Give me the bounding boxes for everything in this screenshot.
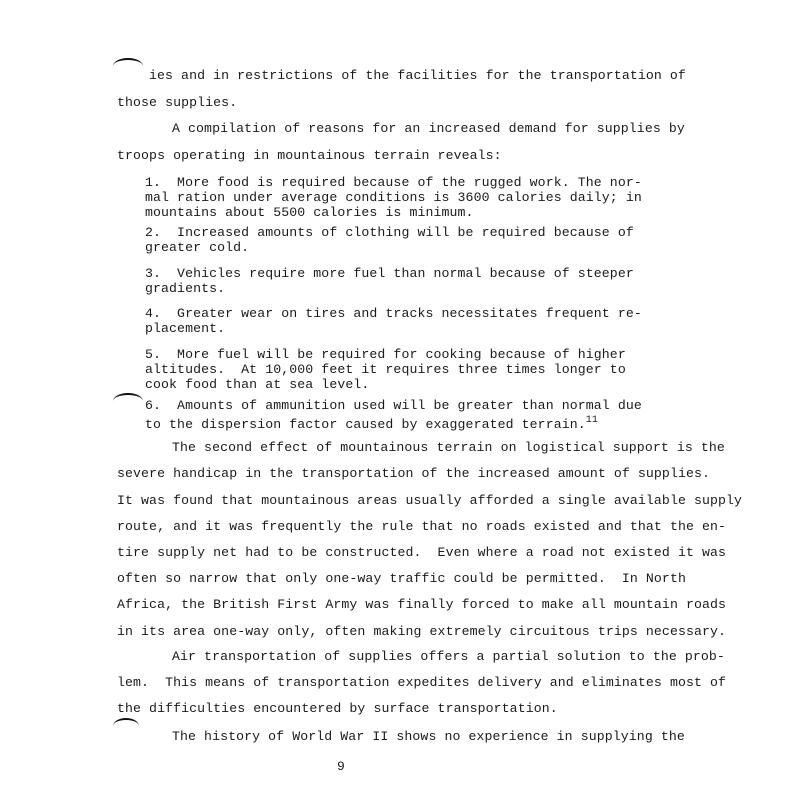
- page-number: 9: [337, 759, 345, 774]
- line-text: the difficulties encountered by surface transportation.: [117, 701, 558, 716]
- text-line: [145, 176, 642, 190]
- line-text: It was found that mountainous areas usually afforded a single available supply: [117, 493, 743, 508]
- line-text: 5. More fuel will be required for cooking because of higher: [145, 347, 626, 362]
- line-text: 2. Increased amounts of clothing will be required because of: [145, 225, 634, 240]
- line-text: A compilation of reasons for an increased demand for supplies by: [172, 121, 685, 136]
- line-text: cook food than at sea level.: [145, 377, 370, 392]
- text-line: [172, 650, 725, 664]
- text-line: [145, 282, 225, 296]
- line-text: ies and in restrictions of the facilities for the transportation of: [149, 68, 686, 83]
- text-line: [117, 96, 237, 110]
- text-line: [145, 307, 642, 321]
- line-text: lem. This means of transportation expedites delivery and eliminates most of: [117, 675, 727, 690]
- text-line: [145, 206, 474, 220]
- line-text: severe handicap in the transportation of the increased amount of supplies.: [117, 466, 711, 481]
- line-text: placement.: [145, 321, 226, 336]
- text-line: [172, 730, 685, 744]
- text-line: [117, 520, 726, 534]
- text-line: [145, 348, 626, 362]
- text-line: [117, 598, 726, 612]
- text-line: [145, 414, 598, 432]
- line-text: Africa, the British First Army was finally forced to make all mountain roads: [117, 597, 727, 612]
- line-text: 4. Greater wear on tires and tracks necessitates frequent re-: [145, 306, 642, 321]
- line-text: 3. Vehicles require more fuel than normal because of steeper: [145, 266, 634, 281]
- line-text: 1. More food is required because of the rugged work. The nor-: [145, 175, 642, 190]
- text-line: [145, 191, 642, 205]
- line-text: altitudes. At 10,000 feet it requires three times longer to: [145, 362, 626, 377]
- text-line: [117, 467, 710, 481]
- line-text: in its area one-way only, often making extremely circuitous trips necessary.: [117, 624, 727, 639]
- line-text: The history of World War II shows no experience in supplying the: [172, 729, 685, 744]
- text-line: [117, 702, 558, 716]
- line-text: mal ration under average conditions is 3600 calories daily; in: [145, 190, 642, 205]
- text-line: [117, 572, 686, 586]
- text-line: [117, 494, 742, 508]
- line-text: tire supply net had to be constructed. Even where a road not existed it was: [117, 545, 727, 560]
- margin-mark: [113, 393, 143, 409]
- footnote-reference: 11: [585, 415, 598, 426]
- text-line: [145, 399, 642, 413]
- line-text: troops operating in mountainous terrain reveals:: [117, 148, 502, 163]
- text-line: [117, 676, 726, 690]
- text-line: [145, 363, 626, 377]
- line-text: those supplies.: [117, 95, 238, 110]
- text-line: [172, 122, 685, 136]
- text-line: [117, 625, 726, 639]
- text-line: [149, 69, 686, 83]
- text-line: [117, 546, 726, 560]
- text-line: [145, 378, 369, 392]
- text-line: [145, 241, 249, 255]
- line-text: Air transportation of supplies offers a partial solution to the prob-: [172, 649, 725, 664]
- line-text: to the dispersion factor caused by exaggerated terrain.: [145, 417, 586, 432]
- line-text: often so narrow that only one-way traffic could be permitted. In North: [117, 571, 686, 586]
- line-text: 6. Amounts of ammunition used will be greater than normal due: [145, 398, 642, 413]
- line-text: mountains about 5500 calories is minimum.: [145, 205, 474, 220]
- line-text: greater cold.: [145, 240, 250, 255]
- margin-mark: [113, 58, 143, 74]
- line-text: The second effect of mountainous terrain on logistical support is the: [172, 440, 725, 455]
- margin-mark: [113, 718, 139, 734]
- text-line: [172, 441, 725, 455]
- text-line: [145, 267, 634, 281]
- text-line: [145, 322, 225, 336]
- text-line: [117, 149, 502, 163]
- text-line: [145, 226, 634, 240]
- line-text: route, and it was frequently the rule that no roads existed and that the en-: [117, 519, 727, 534]
- line-text: gradients.: [145, 281, 226, 296]
